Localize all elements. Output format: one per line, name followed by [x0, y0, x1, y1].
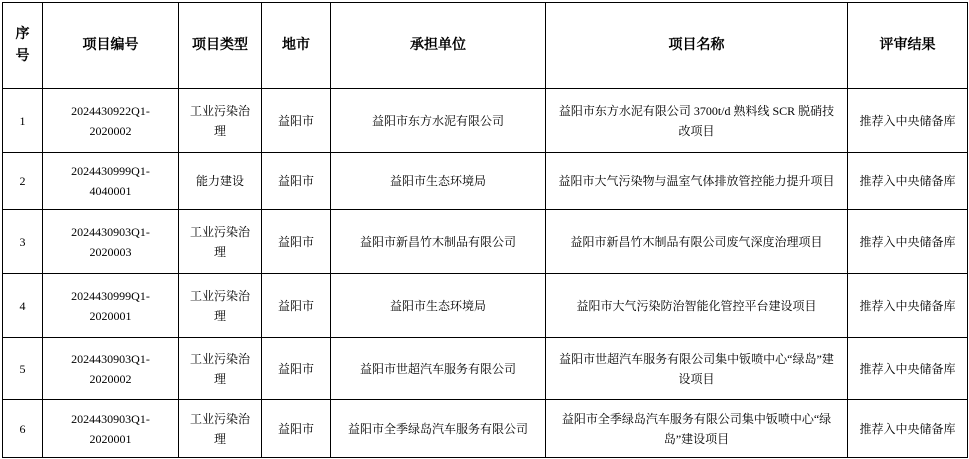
cell-review-result: 推荐入中央储备库 [848, 400, 968, 458]
cell-review-result: 推荐入中央储备库 [848, 210, 968, 274]
cell-city: 益阳市 [262, 210, 331, 274]
cell-review-result: 推荐入中央储备库 [848, 153, 968, 210]
cell-project-number: 2024430903Q1-2020001 [43, 400, 179, 458]
cell-city: 益阳市 [262, 338, 331, 400]
cell-project-name: 益阳市大气污染物与温室气体排放管控能力提升项目 [546, 153, 848, 210]
table-row [3, 400, 968, 458]
col-header-city: 地市 [262, 3, 331, 89]
cell-project-name: 益阳市东方水泥有限公司 3700t/d 熟料线 SCR 脱硝技改项目 [546, 89, 848, 153]
cell-project-type: 工业污染治理 [179, 338, 262, 400]
cell-review-result: 推荐入中央储备库 [848, 338, 968, 400]
cell-review-result: 推荐入中央储备库 [848, 89, 968, 153]
table-row [3, 338, 968, 400]
cell-index: 1 [3, 89, 43, 153]
cell-project-number: 2024430903Q1-2020003 [43, 210, 179, 274]
cell-undertaking-unit: 益阳市生态环境局 [331, 274, 546, 338]
cell-undertaking-unit: 益阳市生态环境局 [331, 153, 546, 210]
col-header-project-name: 项目名称 [546, 3, 848, 89]
cell-undertaking-unit: 益阳市东方水泥有限公司 [331, 89, 546, 153]
table-row [3, 210, 968, 274]
col-header-project-type: 项目类型 [179, 3, 262, 89]
cell-city: 益阳市 [262, 153, 331, 210]
cell-undertaking-unit: 益阳市世超汽车服务有限公司 [331, 338, 546, 400]
table-row [3, 274, 968, 338]
cell-project-type: 工业污染治理 [179, 274, 262, 338]
col-header-index: 序号 [3, 3, 43, 89]
cell-project-number: 2024430999Q1-2020001 [43, 274, 179, 338]
cell-city: 益阳市 [262, 89, 331, 153]
project-review-table [2, 2, 968, 458]
cell-project-name: 益阳市全季绿岛汽车服务有限公司集中钣喷中心“绿岛”建设项目 [546, 400, 848, 458]
cell-index: 6 [3, 400, 43, 458]
header-row [3, 3, 968, 89]
cell-project-name: 益阳市世超汽车服务有限公司集中钣喷中心“绿岛”建设项目 [546, 338, 848, 400]
cell-city: 益阳市 [262, 400, 331, 458]
cell-project-number: 2024430903Q1-2020002 [43, 338, 179, 400]
cell-project-type: 工业污染治理 [179, 210, 262, 274]
cell-project-type: 能力建设 [179, 153, 262, 210]
cell-project-type: 工业污染治理 [179, 400, 262, 458]
cell-index: 5 [3, 338, 43, 400]
cell-project-name: 益阳市新昌竹木制品有限公司废气深度治理项目 [546, 210, 848, 274]
cell-undertaking-unit: 益阳市全季绿岛汽车服务有限公司 [331, 400, 546, 458]
cell-index: 4 [3, 274, 43, 338]
cell-project-name: 益阳市大气污染防治智能化管控平台建设项目 [546, 274, 848, 338]
cell-undertaking-unit: 益阳市新昌竹木制品有限公司 [331, 210, 546, 274]
cell-index: 3 [3, 210, 43, 274]
col-header-project-number: 项目编号 [43, 3, 179, 89]
table-row [3, 153, 968, 210]
cell-index: 2 [3, 153, 43, 210]
col-header-review-result: 评审结果 [848, 3, 968, 89]
cell-review-result: 推荐入中央储备库 [848, 274, 968, 338]
col-header-undertaking-unit: 承担单位 [331, 3, 546, 89]
cell-project-number: 2024430922Q1-2020002 [43, 89, 179, 153]
table-row [3, 89, 968, 153]
cell-project-number: 2024430999Q1-4040001 [43, 153, 179, 210]
cell-city: 益阳市 [262, 274, 331, 338]
cell-project-type: 工业污染治理 [179, 89, 262, 153]
